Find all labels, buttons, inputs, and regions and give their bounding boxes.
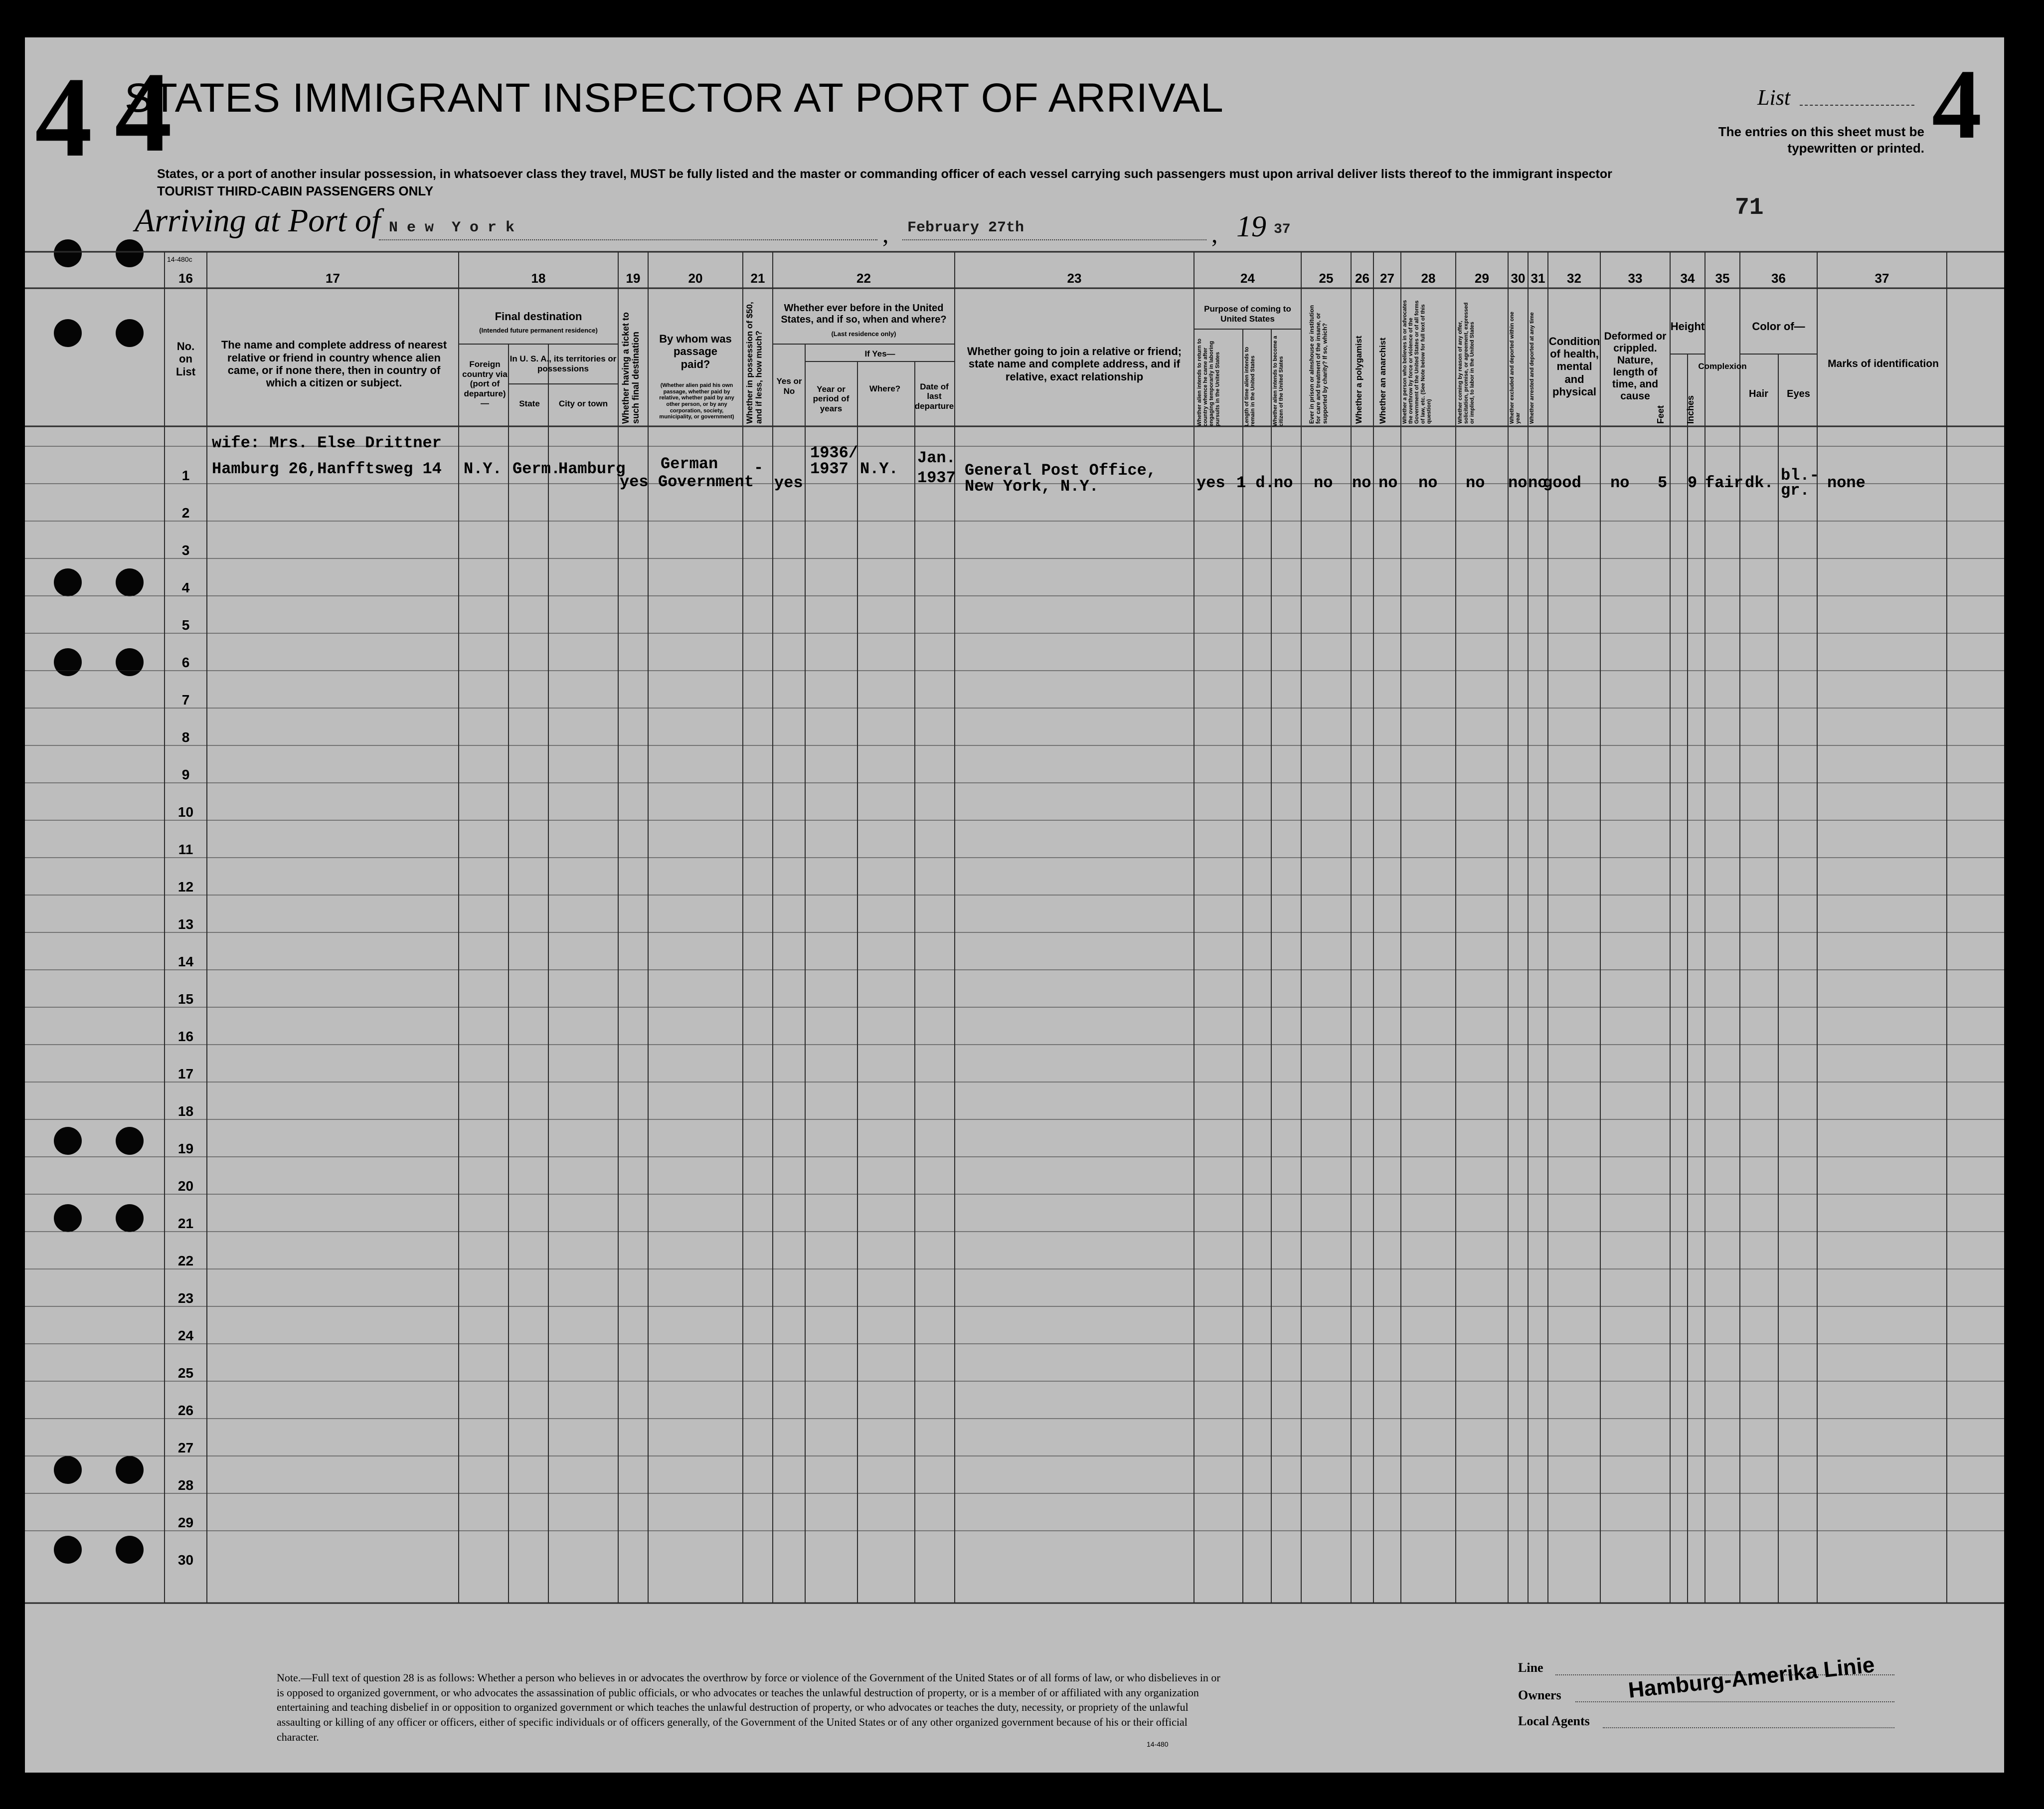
entry-foreign-country: N.Y.: [464, 460, 502, 478]
header-feet: Feet: [1656, 405, 1666, 424]
colnum-22: 22: [856, 271, 871, 286]
row-number: 10: [177, 804, 194, 820]
colnum-31: 31: [1531, 271, 1545, 286]
header-state: State: [519, 399, 540, 409]
header-fifty-dollars: Whether in possession of $50, and if less, how much?: [745, 302, 764, 424]
colnum-17: 17: [326, 271, 340, 286]
header-health: Condition of health, mental and physical: [1548, 335, 1600, 398]
header-purpose-c: Whether alien intends to become a citizen of the United States: [1272, 336, 1285, 426]
entry-health: good: [1543, 474, 1581, 492]
header-overthrow: Whether a person who believes in or advocates the overthrow by force or violence of the Government of the United States or of all forms of law, etc. (See Note below for full text of this question): [1402, 300, 1432, 424]
entry-marks: none: [1827, 474, 1866, 492]
colnum-19: 19: [626, 271, 641, 286]
colnum-30: 30: [1511, 271, 1526, 286]
page-number: 71: [1735, 194, 1764, 221]
colnum-27: 27: [1380, 271, 1394, 286]
entry-join-line1: General Post Office,: [965, 461, 1157, 480]
row-number: 19: [177, 1141, 194, 1156]
header-excluded: Whether excluded and deported within one year: [1509, 312, 1522, 424]
year-prefix: 19: [1236, 210, 1266, 243]
header-deformed: Deformed or crippled. Nature, length of time, and cause: [1604, 330, 1667, 402]
entry-arrested: no: [1528, 474, 1547, 492]
row-number: 28: [177, 1477, 194, 1493]
year-suffix: 37: [1274, 222, 1291, 237]
row-number: 16: [177, 1029, 194, 1044]
footer-note: Note.—Full text of question 28 is as follows: Whether a person who believes in or advocates the overthrow by force or violence of the Government of the United States or of all forms of law, or who disbelieves in or is opposed to organized government, or who advocates the assassination of public officials, or who advocates or teaches the unlawful destruction of property, or is a member of or affiliated with any organization entertaining and teaching disbelief in or opposition to organized government or which teaches the unlawful destruction of property, or who advocates or teaches the duty, necessity, or propriety of the unlawful assaulting or killing of any officer or officers, either of specific individuals or of officers generally, of the Government of the United States or of any other organized government because of his or their official character.: [277, 1671, 1220, 1743]
entry-state: Germ.: [512, 460, 561, 478]
entry-eyes-line1: bl.-: [1781, 466, 1819, 485]
colnum-32: 32: [1567, 271, 1581, 286]
row-number: 29: [177, 1515, 194, 1530]
row-number: 6: [181, 655, 190, 670]
entry-polygamist: no: [1352, 474, 1371, 492]
header-join-relative: Whether going to join a relative or friend; state name and complete address, and if relative, exact relationship: [967, 345, 1182, 383]
entry-purpose-return: yes: [1196, 474, 1225, 492]
row-number: 18: [177, 1103, 194, 1119]
sheet-number-right: 4: [1932, 49, 1982, 160]
header-no-on-list: No. on List: [175, 340, 196, 378]
row-number: 7: [181, 692, 190, 708]
colnum-34: 34: [1680, 271, 1695, 286]
header-year-period: Year or period of years: [813, 384, 850, 413]
row-number: 27: [177, 1440, 194, 1455]
row-number: 11: [178, 842, 193, 857]
arrival-date: February 27th: [907, 219, 1024, 236]
colnum-36: 36: [1771, 271, 1786, 286]
comma: ,: [882, 220, 889, 248]
header-eyes: Eyes: [1787, 388, 1810, 399]
entry-anarchist: no: [1378, 474, 1398, 492]
agents-rule: [1603, 1727, 1894, 1728]
line-label: Line: [1518, 1660, 1543, 1675]
row-number: 14: [177, 954, 194, 969]
header-in-usa: In U. S. A., its territories or possessions: [510, 354, 617, 373]
header-before-in-us: Whether ever before in the United States, and if so, when and where?: [781, 303, 947, 325]
header-passage-paid: By whom was passage paid?: [659, 333, 732, 370]
header-yes-no: Yes or No: [776, 376, 802, 396]
header-purpose-a: Whether alien intends to return to country whence he came after engaging temporarily in laboring pursuits in the United States: [1196, 338, 1221, 426]
colnum-35: 35: [1715, 271, 1730, 286]
form-code-bottom: 14-480: [1147, 1740, 1169, 1748]
row-number: 8: [181, 729, 190, 745]
header-complexion: Complexion: [1698, 362, 1747, 371]
entry-before-in-us: yes: [774, 474, 803, 492]
row-number: 23: [177, 1290, 194, 1306]
row-number: 1: [181, 468, 190, 483]
colnum-29: 29: [1475, 271, 1489, 286]
header-purpose-b: Length of time alien intends to remain in the United States: [1244, 347, 1256, 426]
entry-inches: 9: [1688, 474, 1698, 492]
sheet-number-left: 4: [35, 53, 92, 181]
row-number: 30: [177, 1552, 194, 1568]
owners-rule: [1575, 1701, 1894, 1702]
entry-join-line2: New York, N.Y.: [965, 477, 1099, 496]
colnum-26: 26: [1355, 271, 1369, 286]
colnum-37: 37: [1874, 271, 1889, 286]
page-subtitle: States, or a port of another insular possession, in whatsoever class they travel, MUST be fully listed and the master or commanding officer of each vessel carrying such passengers must upon arrival deliver lists thereof to the immigrant inspector: [157, 167, 1612, 181]
colnum-23: 23: [1067, 271, 1082, 286]
owners-label: Owners: [1518, 1688, 1561, 1702]
row-number: 22: [177, 1253, 194, 1268]
colnum-16: 16: [178, 271, 193, 286]
header-polygamist: Whether a polygamist: [1354, 336, 1363, 424]
entry-years-line1: 1936/: [810, 444, 858, 462]
header-city: City or town: [558, 399, 608, 409]
form-code-top: 14-480c: [167, 255, 192, 263]
arriving-label: Arriving at Port of: [135, 202, 381, 239]
row-number: 4: [181, 580, 190, 595]
port-name: N e w Y o r k: [389, 219, 515, 236]
row-number: 15: [177, 991, 194, 1007]
colnum-21: 21: [750, 271, 765, 286]
entry-purpose-citizen: no: [1274, 474, 1293, 492]
row-number: 5: [181, 617, 190, 633]
row-number: 26: [177, 1403, 194, 1418]
entry-labor-offer: no: [1466, 474, 1485, 492]
header-foreign-country: Foreign country via (port of departure)—: [462, 360, 508, 408]
entry-complexion: fair: [1705, 474, 1743, 492]
row-number: 20: [177, 1178, 194, 1194]
header-passage-paid-sub: (Whether alien paid his own passage, whether paid by relative, whether paid by any other person, or by any corporation, society, municipality, or government): [659, 382, 734, 420]
header-before-in-us-sub: (Last residence only): [831, 330, 896, 338]
header-hair: Hair: [1749, 388, 1768, 399]
entry-ticket: yes: [620, 473, 649, 491]
colnum-25: 25: [1319, 271, 1334, 286]
header-ticket: Whether having a ticket to such final destination: [621, 312, 641, 424]
entry-date-last-line1: Jan.: [917, 449, 956, 467]
sheet-number-left-2: 4: [115, 48, 172, 176]
row-number: 12: [177, 879, 194, 895]
entry-prison: no: [1314, 474, 1333, 492]
row-number: 3: [181, 543, 190, 558]
row-number: 24: [177, 1328, 194, 1343]
header-final-destination: Final destination: [495, 310, 582, 323]
line-stamp: Hamburg-Amerika Linie: [1627, 1652, 1876, 1703]
page-title: STATES IMMIGRANT INSPECTOR AT PORT OF ARRIVAL: [125, 75, 1224, 121]
list-label: List: [1757, 85, 1791, 110]
header-where: Where?: [869, 384, 901, 394]
entry-eyes-line2: gr.: [1781, 481, 1810, 500]
header-nearest-relative: The name and complete address of nearest relative or friend in country whence alien came, or if none there, then in country of which a citizen or subject.: [221, 339, 447, 389]
entry-deformed: no: [1610, 474, 1630, 492]
entry-date-last-line2: 1937: [917, 469, 956, 487]
header-date-last: Date of last departure: [914, 381, 954, 411]
row-number: 2: [181, 505, 190, 521]
header-color-of: Color of—: [1752, 320, 1805, 333]
header-inches: Inches: [1686, 395, 1696, 424]
header-marks: Marks of identification: [1828, 358, 1939, 369]
agents-label: Local Agents: [1518, 1714, 1590, 1728]
header-final-destination-sub: (Intended future permanent residence): [479, 326, 598, 334]
entry-where: N.Y.: [860, 460, 898, 478]
entry-paid-by-line2: Government: [658, 473, 754, 491]
row-number: 25: [177, 1365, 194, 1381]
colnum-28: 28: [1421, 271, 1436, 286]
header-arrested: Whether arrested and deported at any time: [1529, 312, 1535, 424]
header-labor-offer: Whether coming by reason of any offer, solicitation, promise, or agreement, expressed or implied, to labor in the United States: [1457, 302, 1476, 424]
header-purpose: Purpose of coming to United States: [1204, 304, 1291, 324]
entry-purpose-length: 1 d.: [1236, 474, 1275, 492]
row-number: 13: [177, 916, 194, 932]
entry-city: Hamburg: [558, 460, 626, 478]
colnum-18: 18: [531, 271, 546, 286]
entry-money: -: [754, 459, 764, 477]
header-height: Height: [1670, 320, 1705, 333]
row-number: 21: [177, 1216, 194, 1231]
entry-excluded: no: [1508, 474, 1528, 492]
entry-relative-line2: Hamburg 26,Hanfftsweg 14: [212, 460, 442, 478]
header-prison: Ever in prison or almshouse or institution for care and treatment of the insane, or supported by charity? If so, which?: [1308, 305, 1329, 424]
entry-years-line2: 1937: [810, 460, 849, 478]
colnum-33: 33: [1628, 271, 1643, 286]
header-anarchist: Whether an anarchist: [1378, 338, 1387, 424]
comma-2: ,: [1211, 220, 1218, 248]
entry-relative-line1: wife: Mrs. Else Drittner: [212, 434, 442, 452]
entry-overthrow: no: [1418, 474, 1438, 492]
header-if-yes: If Yes—: [864, 349, 895, 359]
row-number: 9: [181, 767, 190, 782]
class-line: TOURIST THIRD-CABIN PASSENGERS ONLY: [157, 183, 434, 198]
colnum-24: 24: [1240, 271, 1255, 286]
colnum-20: 20: [688, 271, 703, 286]
typewritten-note: The entries on this sheet must be typewritten or printed.: [1718, 124, 1924, 156]
row-number: 17: [177, 1066, 194, 1082]
entry-paid-by-line1: German: [661, 455, 718, 473]
entry-feet: 5: [1658, 474, 1668, 492]
entry-hair: dk.: [1745, 474, 1774, 492]
